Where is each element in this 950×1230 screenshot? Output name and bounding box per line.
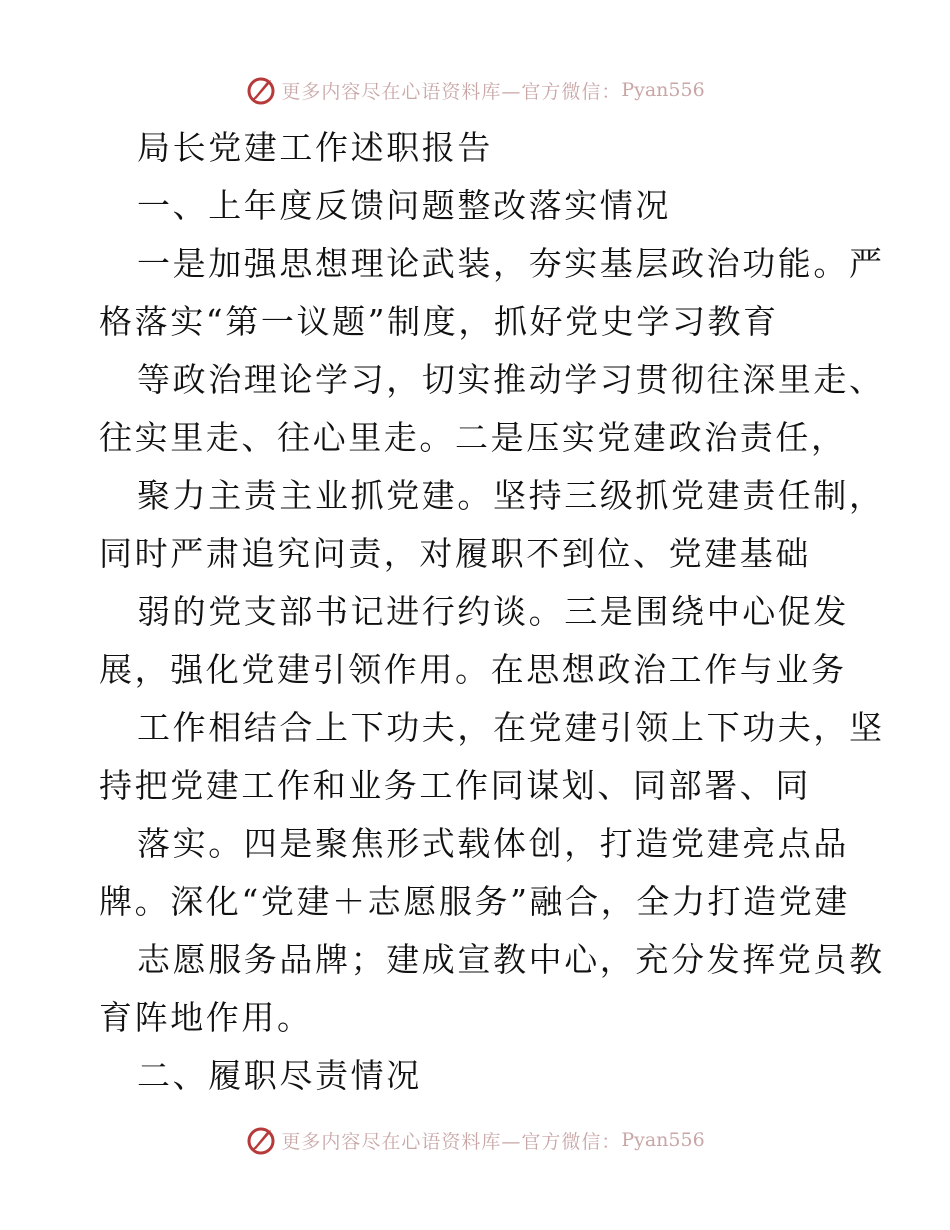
paragraph-line: 持把党建工作和业务工作同谋划、同部署、同 [99,766,811,805]
paragraph-line: 格落实“第一议题”制度，抓好党史学习教育 [99,302,779,341]
paragraph-line: 牌。深化“党建＋志愿服务”融合，全力打造党建 [99,882,850,921]
footer-watermark [0,1120,950,1160]
document-title: 局长党建工作述职报告 [137,128,493,167]
paragraph-line: 同时严肃追究问责，对履职不到位、党建基础 [99,534,811,573]
paragraph-line: 落实。四是聚焦形式载体创，打造党建亮点品 [137,824,849,863]
paragraph-line: 工作相结合上下功夫，在党建引领上下功夫，坚 [137,708,885,747]
watermark-contact: Pyan556 [621,79,705,101]
watermark-text: 更多内容尽在心语资料库—官方微信： [281,80,622,103]
paragraph-line: 聚力主责主业抓党建。坚持三级抓党建责任制， [137,476,885,515]
paragraph-line: 弱的党支部书记进行约谈。三是围绕中心促发 [137,592,849,631]
quill-logo-icon [245,74,277,106]
watermark-contact: Pyan556 [621,1129,705,1151]
paragraph-line: 一是加强思想理论武装，夯实基层政治功能。严 [137,244,885,283]
paragraph-line: 育阵地作用。 [99,998,313,1037]
section-heading: 一、上年度反馈问题整改落实情况 [137,186,671,225]
paragraph-line: 往实里走、往心里走。二是压实党建政治责任， [99,418,847,457]
paragraph-line: 展，强化党建引领作用。在思想政治工作与业务 [99,650,847,689]
watermark-text: 更多内容尽在心语资料库—官方微信： [281,1130,622,1153]
header-watermark [0,70,950,110]
paragraph-line: 等政治理论学习，切实推动学习贯彻往深里走、 [137,360,885,399]
section-heading: 二、履职尽责情况 [137,1056,422,1095]
paragraph-line: 志愿服务品牌；建成宣教中心，充分发挥党员教 [137,940,885,979]
quill-logo-icon [245,1124,277,1156]
